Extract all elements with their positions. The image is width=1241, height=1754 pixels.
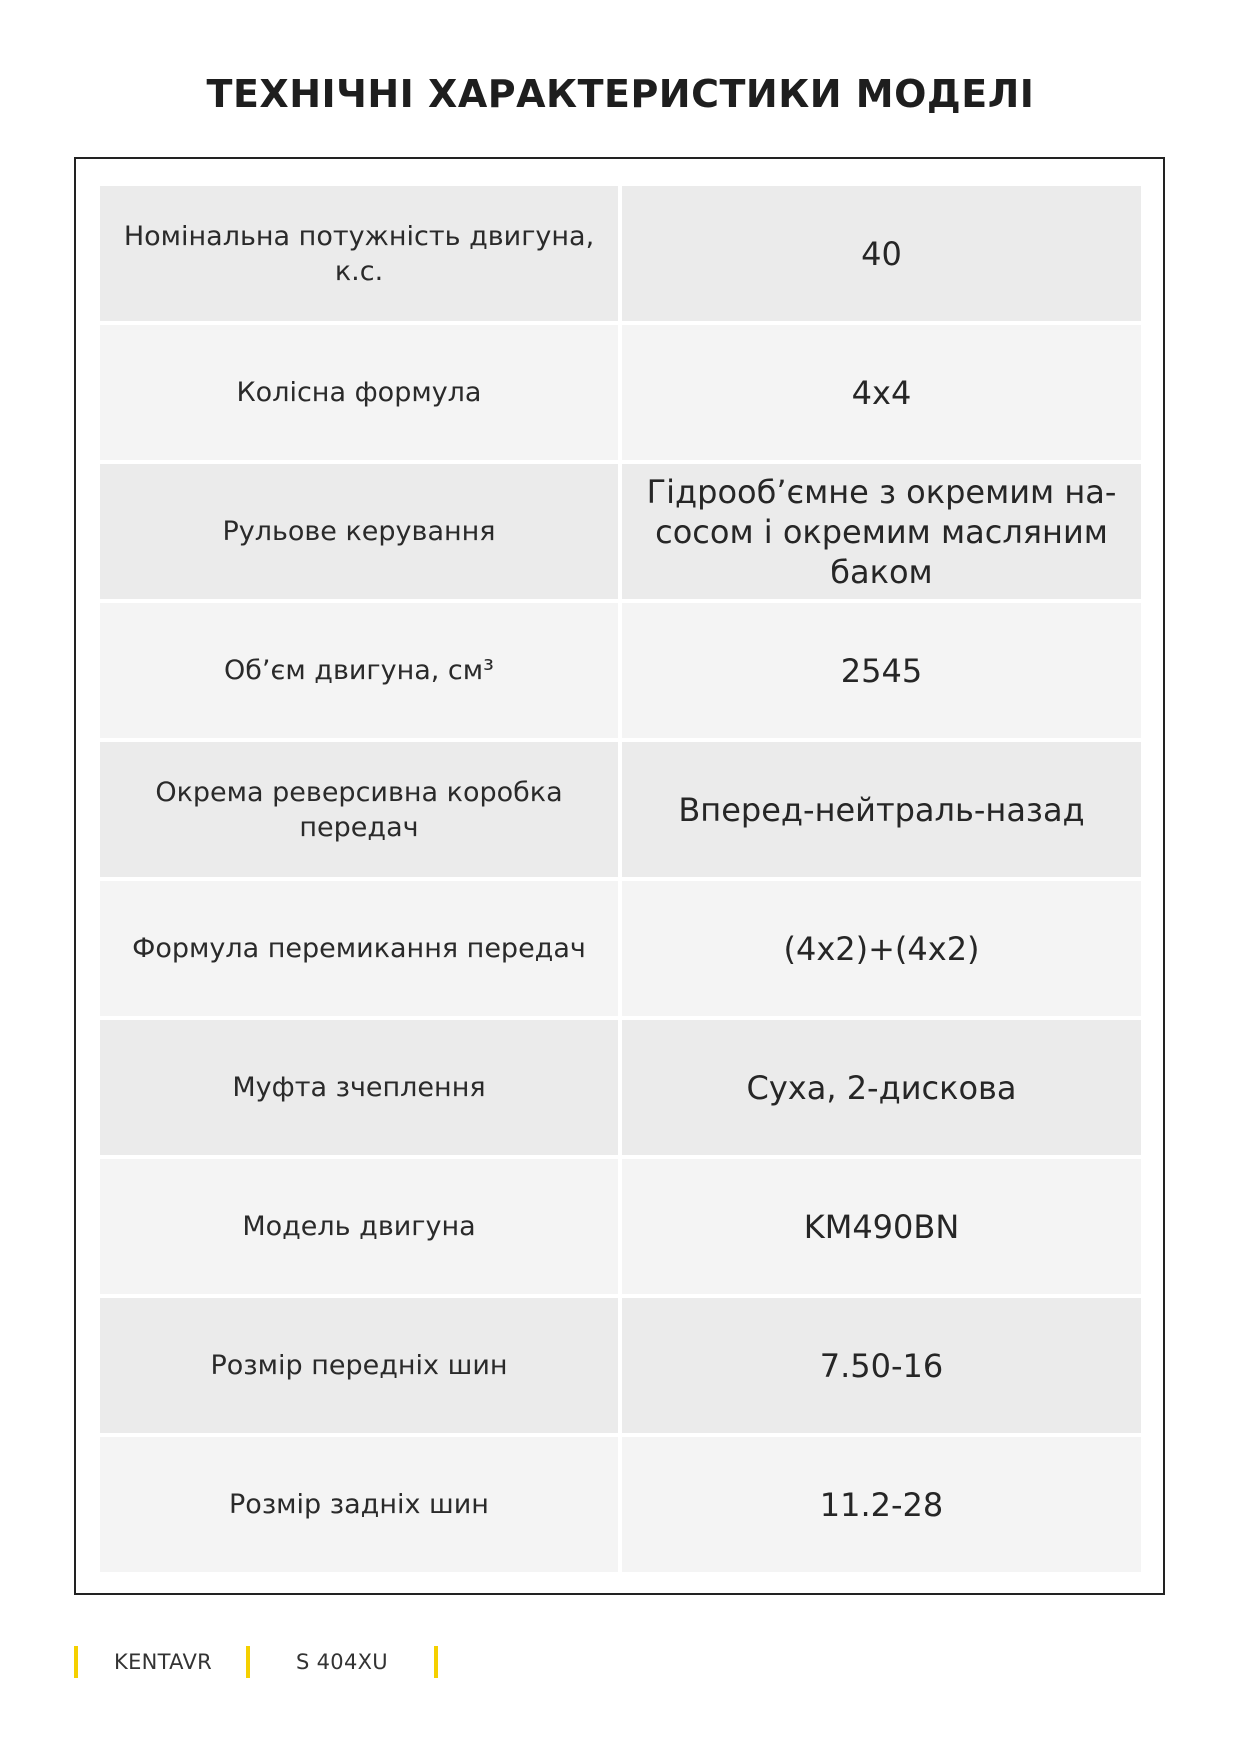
spec-label: Розмір передніх шин (100, 1298, 618, 1433)
table-row (100, 603, 1141, 738)
spec-value: Вперед-нейтраль-назад (622, 742, 1141, 877)
footer-divider (246, 1646, 250, 1678)
table-row (100, 1298, 1141, 1433)
footer (74, 1645, 438, 1679)
spec-label: Номінальна потужність двигуна, к.с. (100, 186, 618, 321)
specs-table (100, 186, 1141, 1572)
spec-label: Рульове керування (100, 464, 618, 599)
spec-label: Муфта зчеплення (100, 1020, 618, 1155)
footer-divider (74, 1646, 78, 1678)
spec-label: Модель двигуна (100, 1159, 618, 1294)
spec-value: Гідрооб’ємне з окремим на-сосом і окремим масляним баком (622, 464, 1141, 599)
table-row (100, 881, 1141, 1016)
spec-value: 2545 (622, 603, 1141, 738)
specs-frame (74, 157, 1165, 1595)
footer-divider (434, 1646, 438, 1678)
spec-label: Формула перемикання передач (100, 881, 618, 1016)
page-title: ТЕХНІЧНІ ХАРАКТЕРИСТИКИ МОДЕЛІ (206, 72, 1035, 116)
spec-value: 4х4 (622, 325, 1141, 460)
spec-label: Окрема реверсивна коробка передач (100, 742, 618, 877)
spec-value: 40 (622, 186, 1141, 321)
footer-model: S 404XU (296, 1650, 388, 1674)
spec-value: Суха, 2-дискова (622, 1020, 1141, 1155)
table-row (100, 325, 1141, 460)
spec-value: KM490BN (622, 1159, 1141, 1294)
spec-label: Розмір задніх шин (100, 1437, 618, 1572)
table-row (100, 1020, 1141, 1155)
spec-value: (4х2)+(4х2) (622, 881, 1141, 1016)
spec-value: 11.2-28 (622, 1437, 1141, 1572)
table-row (100, 1159, 1141, 1294)
table-row (100, 464, 1141, 599)
table-row (100, 742, 1141, 877)
table-row (100, 1437, 1141, 1572)
table-row (100, 186, 1141, 321)
spec-label: Колісна формула (100, 325, 618, 460)
footer-brand: KENTAVR (114, 1650, 213, 1674)
spec-value: 7.50-16 (622, 1298, 1141, 1433)
spec-label: Об’єм двигуна, см³ (100, 603, 618, 738)
